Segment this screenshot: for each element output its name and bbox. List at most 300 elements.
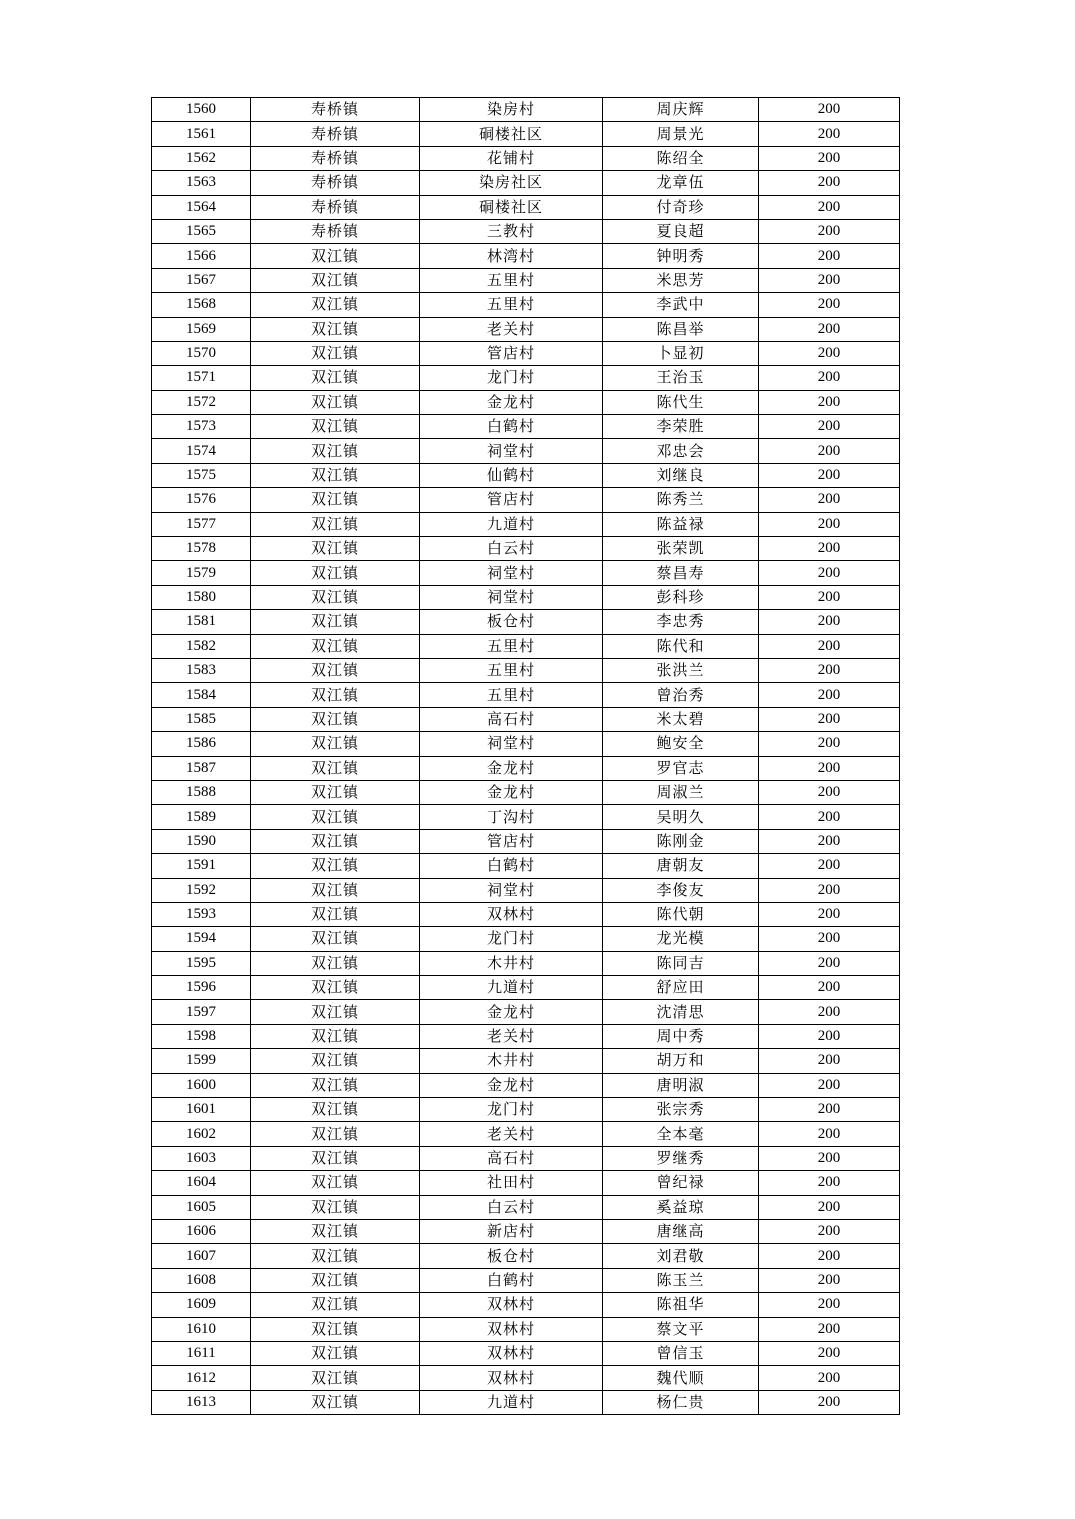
table-row <box>152 439 900 463</box>
beneficiary-table <box>151 97 900 1415</box>
town-cell: 双江镇 <box>251 1122 420 1146</box>
serial-number-cell: 1611 <box>152 1341 251 1365</box>
town-cell: 双江镇 <box>251 439 420 463</box>
person-name-cell: 付奇珍 <box>603 195 759 219</box>
table-row <box>152 878 900 902</box>
serial-number-cell: 1584 <box>152 683 251 707</box>
town-cell: 双江镇 <box>251 878 420 902</box>
village-cell: 五里村 <box>420 658 603 682</box>
person-name-cell: 鲍安全 <box>603 732 759 756</box>
person-name-cell: 陈祖华 <box>603 1293 759 1317</box>
table-row <box>152 268 900 292</box>
table-row <box>152 219 900 243</box>
table-row <box>152 561 900 585</box>
serial-number-cell: 1597 <box>152 1000 251 1024</box>
serial-number-cell: 1575 <box>152 463 251 487</box>
serial-number-cell: 1609 <box>152 1293 251 1317</box>
serial-number-cell: 1564 <box>152 195 251 219</box>
town-cell: 双江镇 <box>251 366 420 390</box>
amount-cell: 200 <box>759 293 900 317</box>
amount-cell: 200 <box>759 829 900 853</box>
person-name-cell: 刘君敬 <box>603 1244 759 1268</box>
person-name-cell: 奚益琼 <box>603 1195 759 1219</box>
town-cell: 双江镇 <box>251 1171 420 1195</box>
person-name-cell: 全本毫 <box>603 1122 759 1146</box>
person-name-cell: 罗继秀 <box>603 1146 759 1170</box>
town-cell: 双江镇 <box>251 390 420 414</box>
serial-number-cell: 1593 <box>152 902 251 926</box>
village-cell: 龙门村 <box>420 927 603 951</box>
table-row <box>152 1244 900 1268</box>
serial-number-cell: 1560 <box>152 98 251 122</box>
town-cell: 双江镇 <box>251 293 420 317</box>
amount-cell: 200 <box>759 415 900 439</box>
table-row <box>152 244 900 268</box>
town-cell: 双江镇 <box>251 585 420 609</box>
town-cell: 双江镇 <box>251 317 420 341</box>
village-cell: 九道村 <box>420 976 603 1000</box>
amount-cell: 200 <box>759 1146 900 1170</box>
village-cell: 管店村 <box>420 341 603 365</box>
town-cell: 双江镇 <box>251 537 420 561</box>
amount-cell: 200 <box>759 585 900 609</box>
town-cell: 双江镇 <box>251 780 420 804</box>
town-cell: 双江镇 <box>251 1000 420 1024</box>
amount-cell: 200 <box>759 610 900 634</box>
person-name-cell: 唐朝友 <box>603 854 759 878</box>
town-cell: 双江镇 <box>251 1146 420 1170</box>
village-cell: 祠堂村 <box>420 561 603 585</box>
town-cell: 双江镇 <box>251 610 420 634</box>
village-cell: 板仓村 <box>420 1244 603 1268</box>
serial-number-cell: 1599 <box>152 1049 251 1073</box>
amount-cell: 200 <box>759 463 900 487</box>
town-cell: 双江镇 <box>251 1341 420 1365</box>
village-cell: 管店村 <box>420 488 603 512</box>
town-cell: 双江镇 <box>251 1317 420 1341</box>
town-cell: 双江镇 <box>251 268 420 292</box>
amount-cell: 200 <box>759 658 900 682</box>
person-name-cell: 邓忠会 <box>603 439 759 463</box>
town-cell: 寿桥镇 <box>251 171 420 195</box>
town-cell: 双江镇 <box>251 341 420 365</box>
town-cell: 双江镇 <box>251 1024 420 1048</box>
person-name-cell: 陈代朝 <box>603 902 759 926</box>
table-row <box>152 293 900 317</box>
village-cell: 白云村 <box>420 1195 603 1219</box>
town-cell: 寿桥镇 <box>251 98 420 122</box>
table-row <box>152 195 900 219</box>
town-cell: 双江镇 <box>251 902 420 926</box>
town-cell: 双江镇 <box>251 1073 420 1097</box>
town-cell: 双江镇 <box>251 1098 420 1122</box>
table-row <box>152 780 900 804</box>
town-cell: 双江镇 <box>251 683 420 707</box>
person-name-cell: 周中秀 <box>603 1024 759 1048</box>
table-row <box>152 1268 900 1292</box>
person-name-cell: 李武中 <box>603 293 759 317</box>
serial-number-cell: 1608 <box>152 1268 251 1292</box>
table-row <box>152 1195 900 1219</box>
table-row <box>152 1293 900 1317</box>
table-row <box>152 1049 900 1073</box>
amount-cell: 200 <box>759 707 900 731</box>
serial-number-cell: 1566 <box>152 244 251 268</box>
amount-cell: 200 <box>759 1000 900 1024</box>
serial-number-cell: 1578 <box>152 537 251 561</box>
table-body <box>152 98 900 1415</box>
serial-number-cell: 1603 <box>152 1146 251 1170</box>
amount-cell: 200 <box>759 488 900 512</box>
amount-cell: 200 <box>759 951 900 975</box>
person-name-cell: 米太碧 <box>603 707 759 731</box>
amount-cell: 200 <box>759 927 900 951</box>
table-row <box>152 341 900 365</box>
village-cell: 白鹤村 <box>420 854 603 878</box>
amount-cell: 200 <box>759 683 900 707</box>
person-name-cell: 沈清思 <box>603 1000 759 1024</box>
serial-number-cell: 1579 <box>152 561 251 585</box>
town-cell: 双江镇 <box>251 561 420 585</box>
town-cell: 双江镇 <box>251 1219 420 1243</box>
amount-cell: 200 <box>759 366 900 390</box>
town-cell: 双江镇 <box>251 829 420 853</box>
village-cell: 木井村 <box>420 1049 603 1073</box>
amount-cell: 200 <box>759 1293 900 1317</box>
village-cell: 五里村 <box>420 268 603 292</box>
table-row <box>152 732 900 756</box>
person-name-cell: 曾纪禄 <box>603 1171 759 1195</box>
town-cell: 双江镇 <box>251 463 420 487</box>
table-row <box>152 658 900 682</box>
town-cell: 双江镇 <box>251 976 420 1000</box>
amount-cell: 200 <box>759 1219 900 1243</box>
town-cell: 双江镇 <box>251 1049 420 1073</box>
village-cell: 金龙村 <box>420 390 603 414</box>
serial-number-cell: 1610 <box>152 1317 251 1341</box>
village-cell: 龙门村 <box>420 1098 603 1122</box>
serial-number-cell: 1591 <box>152 854 251 878</box>
person-name-cell: 陈玉兰 <box>603 1268 759 1292</box>
village-cell: 祠堂村 <box>420 878 603 902</box>
person-name-cell: 彭科珍 <box>603 585 759 609</box>
town-cell: 双江镇 <box>251 1366 420 1390</box>
town-cell: 双江镇 <box>251 1195 420 1219</box>
town-cell: 双江镇 <box>251 244 420 268</box>
amount-cell: 200 <box>759 854 900 878</box>
village-cell: 白鹤村 <box>420 415 603 439</box>
village-cell: 九道村 <box>420 1390 603 1414</box>
person-name-cell: 曾信玉 <box>603 1341 759 1365</box>
serial-number-cell: 1577 <box>152 512 251 536</box>
table-row <box>152 1122 900 1146</box>
village-cell: 染房村 <box>420 98 603 122</box>
village-cell: 祠堂村 <box>420 732 603 756</box>
village-cell: 九道村 <box>420 512 603 536</box>
table-row <box>152 1219 900 1243</box>
serial-number-cell: 1585 <box>152 707 251 731</box>
village-cell: 金龙村 <box>420 780 603 804</box>
person-name-cell: 李忠秀 <box>603 610 759 634</box>
village-cell: 管店村 <box>420 829 603 853</box>
town-cell: 双江镇 <box>251 732 420 756</box>
amount-cell: 200 <box>759 1171 900 1195</box>
town-cell: 双江镇 <box>251 1390 420 1414</box>
person-name-cell: 蔡文平 <box>603 1317 759 1341</box>
amount-cell: 200 <box>759 732 900 756</box>
table-row <box>152 1366 900 1390</box>
village-cell: 金龙村 <box>420 1000 603 1024</box>
person-name-cell: 陈刚金 <box>603 829 759 853</box>
amount-cell: 200 <box>759 1244 900 1268</box>
serial-number-cell: 1604 <box>152 1171 251 1195</box>
town-cell: 双江镇 <box>251 927 420 951</box>
table-row <box>152 585 900 609</box>
town-cell: 双江镇 <box>251 658 420 682</box>
amount-cell: 200 <box>759 317 900 341</box>
town-cell: 双江镇 <box>251 415 420 439</box>
village-cell: 龙门村 <box>420 366 603 390</box>
amount-cell: 200 <box>759 1390 900 1414</box>
table-row <box>152 537 900 561</box>
village-cell: 白鹤村 <box>420 1268 603 1292</box>
village-cell: 双林村 <box>420 1341 603 1365</box>
amount-cell: 200 <box>759 902 900 926</box>
table-row <box>152 98 900 122</box>
village-cell: 木井村 <box>420 951 603 975</box>
table-row <box>152 488 900 512</box>
village-cell: 双林村 <box>420 1293 603 1317</box>
village-cell: 老关村 <box>420 1024 603 1048</box>
amount-cell: 200 <box>759 561 900 585</box>
serial-number-cell: 1565 <box>152 219 251 243</box>
village-cell: 新店村 <box>420 1219 603 1243</box>
person-name-cell: 张宗秀 <box>603 1098 759 1122</box>
amount-cell: 200 <box>759 122 900 146</box>
table-row <box>152 976 900 1000</box>
village-cell: 硐楼社区 <box>420 122 603 146</box>
amount-cell: 200 <box>759 634 900 658</box>
serial-number-cell: 1601 <box>152 1098 251 1122</box>
amount-cell: 200 <box>759 268 900 292</box>
amount-cell: 200 <box>759 512 900 536</box>
town-cell: 双江镇 <box>251 1244 420 1268</box>
person-name-cell: 张洪兰 <box>603 658 759 682</box>
amount-cell: 200 <box>759 1024 900 1048</box>
town-cell: 双江镇 <box>251 854 420 878</box>
table-row <box>152 1317 900 1341</box>
serial-number-cell: 1583 <box>152 658 251 682</box>
person-name-cell: 刘继良 <box>603 463 759 487</box>
village-cell: 祠堂村 <box>420 439 603 463</box>
person-name-cell: 曾治秀 <box>603 683 759 707</box>
person-name-cell: 钟明秀 <box>603 244 759 268</box>
serial-number-cell: 1606 <box>152 1219 251 1243</box>
amount-cell: 200 <box>759 171 900 195</box>
serial-number-cell: 1589 <box>152 805 251 829</box>
person-name-cell: 李荣胜 <box>603 415 759 439</box>
village-cell: 老关村 <box>420 317 603 341</box>
person-name-cell: 周景光 <box>603 122 759 146</box>
person-name-cell: 陈代生 <box>603 390 759 414</box>
amount-cell: 200 <box>759 780 900 804</box>
table-row <box>152 854 900 878</box>
village-cell: 双林村 <box>420 1366 603 1390</box>
serial-number-cell: 1573 <box>152 415 251 439</box>
serial-number-cell: 1562 <box>152 146 251 170</box>
amount-cell: 200 <box>759 98 900 122</box>
table-row <box>152 951 900 975</box>
amount-cell: 200 <box>759 1049 900 1073</box>
town-cell: 双江镇 <box>251 512 420 536</box>
town-cell: 双江镇 <box>251 805 420 829</box>
village-cell: 金龙村 <box>420 1073 603 1097</box>
serial-number-cell: 1590 <box>152 829 251 853</box>
amount-cell: 200 <box>759 244 900 268</box>
town-cell: 双江镇 <box>251 634 420 658</box>
table-row <box>152 610 900 634</box>
amount-cell: 200 <box>759 195 900 219</box>
person-name-cell: 周庆辉 <box>603 98 759 122</box>
person-name-cell: 李俊友 <box>603 878 759 902</box>
table-row <box>152 512 900 536</box>
amount-cell: 200 <box>759 1366 900 1390</box>
serial-number-cell: 1582 <box>152 634 251 658</box>
town-cell: 双江镇 <box>251 488 420 512</box>
village-cell: 硐楼社区 <box>420 195 603 219</box>
amount-cell: 200 <box>759 390 900 414</box>
amount-cell: 200 <box>759 1122 900 1146</box>
table-row <box>152 1000 900 1024</box>
amount-cell: 200 <box>759 537 900 561</box>
person-name-cell: 米思芳 <box>603 268 759 292</box>
village-cell: 三教村 <box>420 219 603 243</box>
amount-cell: 200 <box>759 878 900 902</box>
table-row <box>152 1390 900 1414</box>
person-name-cell: 魏代顺 <box>603 1366 759 1390</box>
serial-number-cell: 1571 <box>152 366 251 390</box>
table-row <box>152 463 900 487</box>
serial-number-cell: 1568 <box>152 293 251 317</box>
person-name-cell: 杨仁贵 <box>603 1390 759 1414</box>
serial-number-cell: 1594 <box>152 927 251 951</box>
table-row <box>152 390 900 414</box>
serial-number-cell: 1596 <box>152 976 251 1000</box>
village-cell: 老关村 <box>420 1122 603 1146</box>
amount-cell: 200 <box>759 341 900 365</box>
person-name-cell: 蔡昌寿 <box>603 561 759 585</box>
table-row <box>152 122 900 146</box>
person-name-cell: 陈同吉 <box>603 951 759 975</box>
person-name-cell: 舒应田 <box>603 976 759 1000</box>
table-row <box>152 634 900 658</box>
village-cell: 五里村 <box>420 293 603 317</box>
amount-cell: 200 <box>759 1098 900 1122</box>
village-cell: 双林村 <box>420 1317 603 1341</box>
serial-number-cell: 1569 <box>152 317 251 341</box>
village-cell: 白云村 <box>420 537 603 561</box>
village-cell: 五里村 <box>420 683 603 707</box>
village-cell: 高石村 <box>420 1146 603 1170</box>
serial-number-cell: 1567 <box>152 268 251 292</box>
person-name-cell: 陈绍全 <box>603 146 759 170</box>
town-cell: 双江镇 <box>251 1293 420 1317</box>
table-row <box>152 317 900 341</box>
serial-number-cell: 1586 <box>152 732 251 756</box>
town-cell: 双江镇 <box>251 707 420 731</box>
table-row <box>152 1171 900 1195</box>
person-name-cell: 张荣凯 <box>603 537 759 561</box>
table-row <box>152 1146 900 1170</box>
town-cell: 寿桥镇 <box>251 195 420 219</box>
table-row <box>152 366 900 390</box>
serial-number-cell: 1581 <box>152 610 251 634</box>
village-cell: 双林村 <box>420 902 603 926</box>
person-name-cell: 龙章伍 <box>603 171 759 195</box>
person-name-cell: 王治玉 <box>603 366 759 390</box>
serial-number-cell: 1563 <box>152 171 251 195</box>
serial-number-cell: 1570 <box>152 341 251 365</box>
amount-cell: 200 <box>759 1195 900 1219</box>
serial-number-cell: 1592 <box>152 878 251 902</box>
serial-number-cell: 1588 <box>152 780 251 804</box>
village-cell: 祠堂村 <box>420 585 603 609</box>
village-cell: 板仓村 <box>420 610 603 634</box>
table-row <box>152 1073 900 1097</box>
town-cell: 双江镇 <box>251 951 420 975</box>
table-row <box>152 1024 900 1048</box>
serial-number-cell: 1605 <box>152 1195 251 1219</box>
table-row <box>152 415 900 439</box>
village-cell: 五里村 <box>420 634 603 658</box>
village-cell: 仙鹤村 <box>420 463 603 487</box>
serial-number-cell: 1574 <box>152 439 251 463</box>
village-cell: 林湾村 <box>420 244 603 268</box>
serial-number-cell: 1587 <box>152 756 251 780</box>
serial-number-cell: 1580 <box>152 585 251 609</box>
town-cell: 双江镇 <box>251 1268 420 1292</box>
table-row <box>152 1341 900 1365</box>
table-row <box>152 902 900 926</box>
table-row <box>152 171 900 195</box>
table-row <box>152 683 900 707</box>
village-cell: 高石村 <box>420 707 603 731</box>
amount-cell: 200 <box>759 805 900 829</box>
table-row <box>152 1098 900 1122</box>
person-name-cell: 唐明淑 <box>603 1073 759 1097</box>
serial-number-cell: 1612 <box>152 1366 251 1390</box>
person-name-cell: 胡万和 <box>603 1049 759 1073</box>
serial-number-cell: 1607 <box>152 1244 251 1268</box>
person-name-cell: 罗官志 <box>603 756 759 780</box>
person-name-cell: 陈昌举 <box>603 317 759 341</box>
person-name-cell: 陈秀兰 <box>603 488 759 512</box>
serial-number-cell: 1561 <box>152 122 251 146</box>
serial-number-cell: 1576 <box>152 488 251 512</box>
serial-number-cell: 1613 <box>152 1390 251 1414</box>
person-name-cell: 龙光模 <box>603 927 759 951</box>
village-cell: 花铺村 <box>420 146 603 170</box>
amount-cell: 200 <box>759 1317 900 1341</box>
village-cell: 金龙村 <box>420 756 603 780</box>
person-name-cell: 周淑兰 <box>603 780 759 804</box>
town-cell: 寿桥镇 <box>251 219 420 243</box>
town-cell: 寿桥镇 <box>251 146 420 170</box>
person-name-cell: 陈代和 <box>603 634 759 658</box>
amount-cell: 200 <box>759 756 900 780</box>
person-name-cell: 陈益禄 <box>603 512 759 536</box>
town-cell: 双江镇 <box>251 756 420 780</box>
